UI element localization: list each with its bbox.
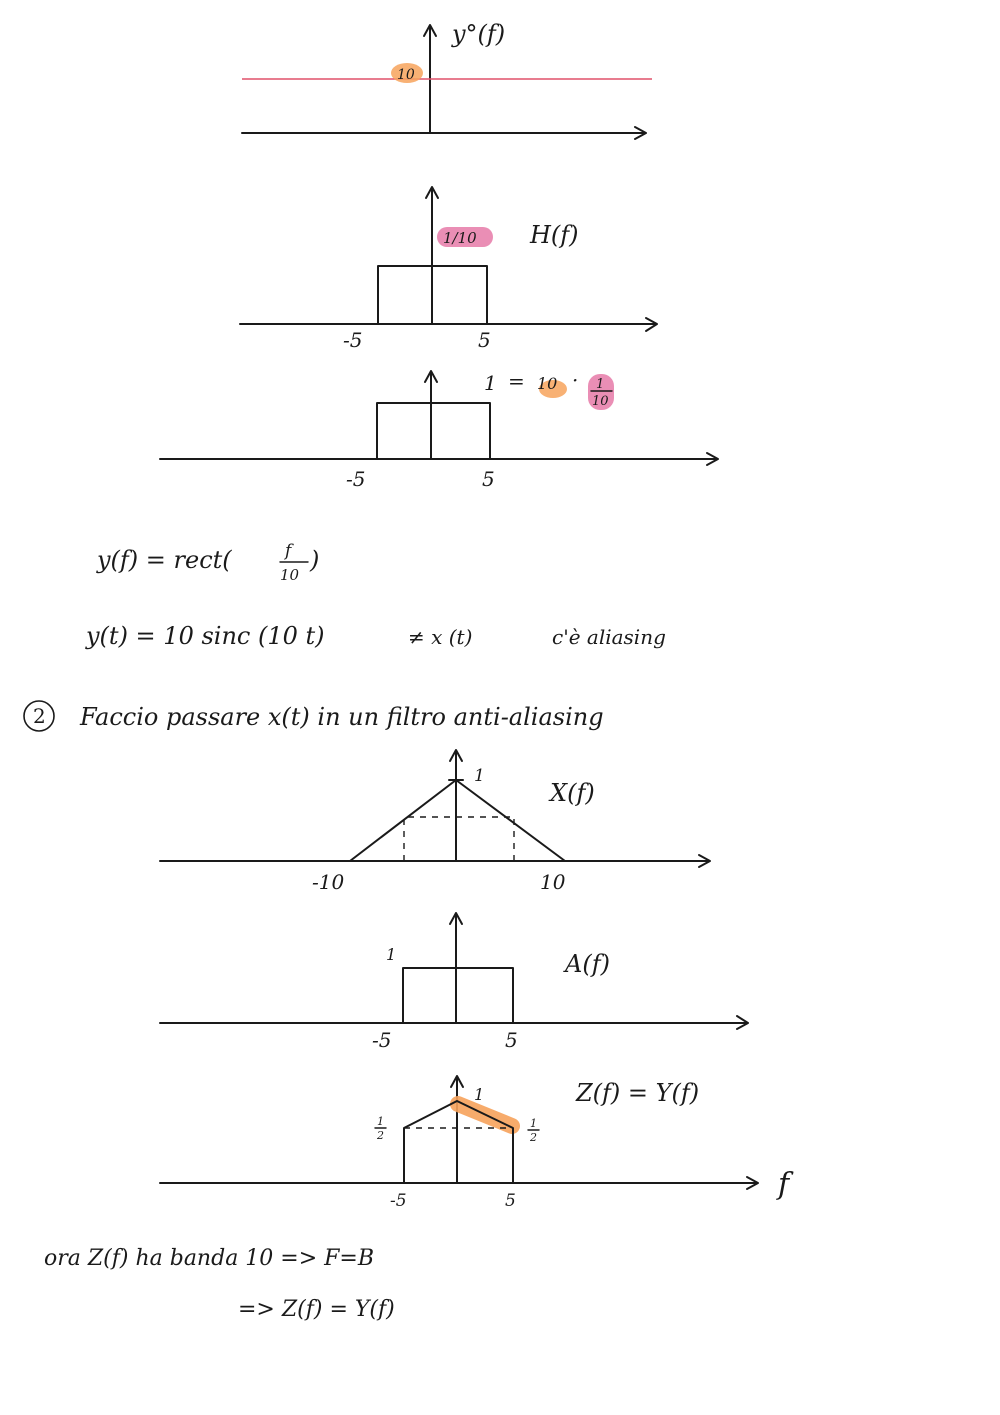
plot-y0 bbox=[242, 20, 652, 139]
plot-z-half-num-left: 1 bbox=[377, 1115, 384, 1128]
eq-frac-den: 10 bbox=[592, 394, 609, 409]
plot-product-tick-pos: 5 bbox=[482, 467, 495, 491]
plot-z-tick-pos: 5 bbox=[505, 1191, 516, 1211]
eq-yt-neq: ≠ x (t) bbox=[408, 625, 473, 649]
plot-h-tick-neg: -5 bbox=[343, 328, 363, 352]
eq-yf-rhs: ) bbox=[310, 546, 320, 574]
conclusion-line-2: => Z(f) = Y(f) bbox=[238, 1297, 395, 1322]
conclusion-line-1: ora Z(f) ha banda 10 => F=B bbox=[44, 1246, 375, 1271]
plot-z-half-num-right: 1 bbox=[530, 1117, 537, 1130]
eq-yf-frac-den: 10 bbox=[280, 566, 300, 584]
eq-yt-comment: c'è aliasing bbox=[552, 625, 666, 649]
conclusion bbox=[44, 1246, 395, 1322]
equation-yt bbox=[85, 622, 666, 650]
plot-x-label: X(f) bbox=[550, 779, 595, 807]
plot-a bbox=[160, 913, 748, 1052]
eq-dot: · bbox=[572, 368, 579, 392]
plot-z-label: Z(f) = Y(f) bbox=[576, 1079, 700, 1107]
plot-z bbox=[160, 1076, 794, 1211]
plot-a-tick-pos: 5 bbox=[505, 1028, 518, 1052]
plot-x-peak: 1 bbox=[474, 766, 485, 786]
plot-h-height-value: 1/10 bbox=[443, 229, 477, 247]
eq-one: 1 bbox=[484, 371, 497, 395]
plot-x bbox=[160, 750, 710, 894]
eq-yf-lhs: y(f) = rect( bbox=[97, 546, 232, 574]
plot-y0-label: y°(f) bbox=[452, 20, 506, 48]
plot-z-peak: 1 bbox=[474, 1085, 485, 1104]
plot-z-tick-neg: -5 bbox=[390, 1191, 407, 1211]
eq-yf-frac-num: f bbox=[285, 541, 292, 561]
plot-x-triangle bbox=[350, 780, 565, 861]
plot-x-dashed-guide bbox=[404, 817, 514, 861]
eq-ten: 10 bbox=[537, 374, 558, 393]
plot-a-rect bbox=[403, 968, 513, 1023]
plot-h bbox=[240, 187, 657, 352]
plot-z-half-den-right: 2 bbox=[530, 1131, 537, 1144]
plot-product-rect bbox=[377, 403, 490, 459]
plot-product-tick-neg: -5 bbox=[346, 467, 366, 491]
step-2-text: Faccio passare x(t) in un filtro anti-aliasing bbox=[80, 703, 604, 731]
plot-y0-level-value: 10 bbox=[397, 67, 415, 83]
plot-a-tick-neg: -5 bbox=[372, 1028, 392, 1052]
plot-x-tick-neg: -10 bbox=[312, 870, 345, 894]
plot-z-axis-label: f bbox=[778, 1167, 790, 1202]
plot-product bbox=[160, 368, 718, 491]
plot-a-label: A(f) bbox=[565, 950, 610, 978]
eq-yt-expr: y(t) = 10 sinc (10 t) bbox=[86, 622, 325, 650]
plot-x-tick-pos: 10 bbox=[540, 870, 566, 894]
plot-h-tick-pos: 5 bbox=[478, 328, 491, 352]
plot-a-height: 1 bbox=[386, 945, 397, 964]
plot-h-label: H(f) bbox=[530, 221, 579, 249]
step-2-number: 2 bbox=[33, 704, 46, 728]
equation-yf bbox=[96, 541, 319, 584]
eq-equals: = bbox=[508, 369, 525, 393]
step-2 bbox=[24, 701, 604, 731]
eq-frac-num: 1 bbox=[596, 377, 605, 392]
plot-z-half-den-left: 2 bbox=[377, 1129, 384, 1142]
